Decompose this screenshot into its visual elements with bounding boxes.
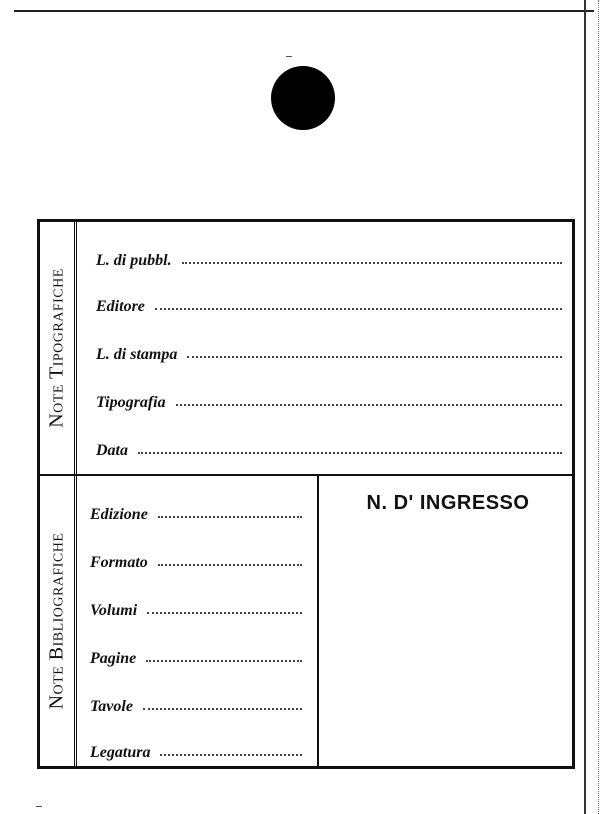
- field-label: Formato: [90, 554, 148, 571]
- page-right-edge: [584, 0, 586, 814]
- field-row-pagine: [90, 644, 302, 668]
- field-label: Pagine: [90, 650, 137, 667]
- field-label: L. di stampa: [96, 346, 178, 363]
- field-label: Tipografia: [96, 394, 166, 411]
- field-label: Data: [96, 442, 128, 459]
- field-label: Volumi: [90, 602, 138, 619]
- field-fill-line: [146, 660, 302, 662]
- field-label: Editore: [96, 298, 145, 315]
- punch-hole: [271, 66, 335, 130]
- field-row-tipografia: [96, 388, 562, 412]
- field-fill-line: [182, 262, 562, 264]
- numero-ingresso-label: N. D' INGRESSO: [366, 492, 530, 514]
- note-bibliografiche-heading: Note Bibliografiche: [45, 532, 68, 710]
- field-row-luogo-stampa: [96, 340, 562, 364]
- field-fill-line: [138, 452, 562, 454]
- field-row-data: [96, 436, 562, 460]
- catalog-card: [37, 219, 575, 769]
- field-label: Legatura: [90, 744, 151, 761]
- field-fill-line: [187, 356, 562, 358]
- field-row-edizione: [90, 500, 302, 524]
- section-divider: [40, 474, 572, 476]
- field-fill-line: [176, 404, 562, 406]
- field-label: L. di pubbl.: [96, 252, 172, 269]
- note-tipografiche-heading: Note Tipografiche: [45, 268, 68, 428]
- field-row-luogo-pubblicazione: [96, 246, 562, 270]
- field-fill-line: [147, 612, 302, 614]
- field-fill-line: [143, 708, 302, 710]
- speck: [286, 56, 292, 57]
- field-row-legatura: [90, 738, 302, 762]
- field-row-volumi: [90, 596, 302, 620]
- speck: [36, 806, 42, 807]
- field-fill-line: [160, 754, 302, 756]
- field-row-tavole: [90, 692, 302, 716]
- ingresso-divider: [317, 476, 319, 768]
- field-fill-line: [158, 516, 302, 518]
- field-label: Edizione: [90, 506, 148, 523]
- field-row-editore: [96, 292, 562, 316]
- field-label: Tavole: [90, 698, 133, 715]
- page-top-edge: [14, 10, 594, 12]
- note-tipografiche-side: [40, 222, 77, 474]
- field-fill-line: [155, 308, 562, 310]
- field-row-formato: [90, 548, 302, 572]
- note-bibliografiche-side: [40, 476, 77, 766]
- page-right-edge-dotted: [598, 0, 599, 814]
- field-fill-line: [158, 564, 302, 566]
